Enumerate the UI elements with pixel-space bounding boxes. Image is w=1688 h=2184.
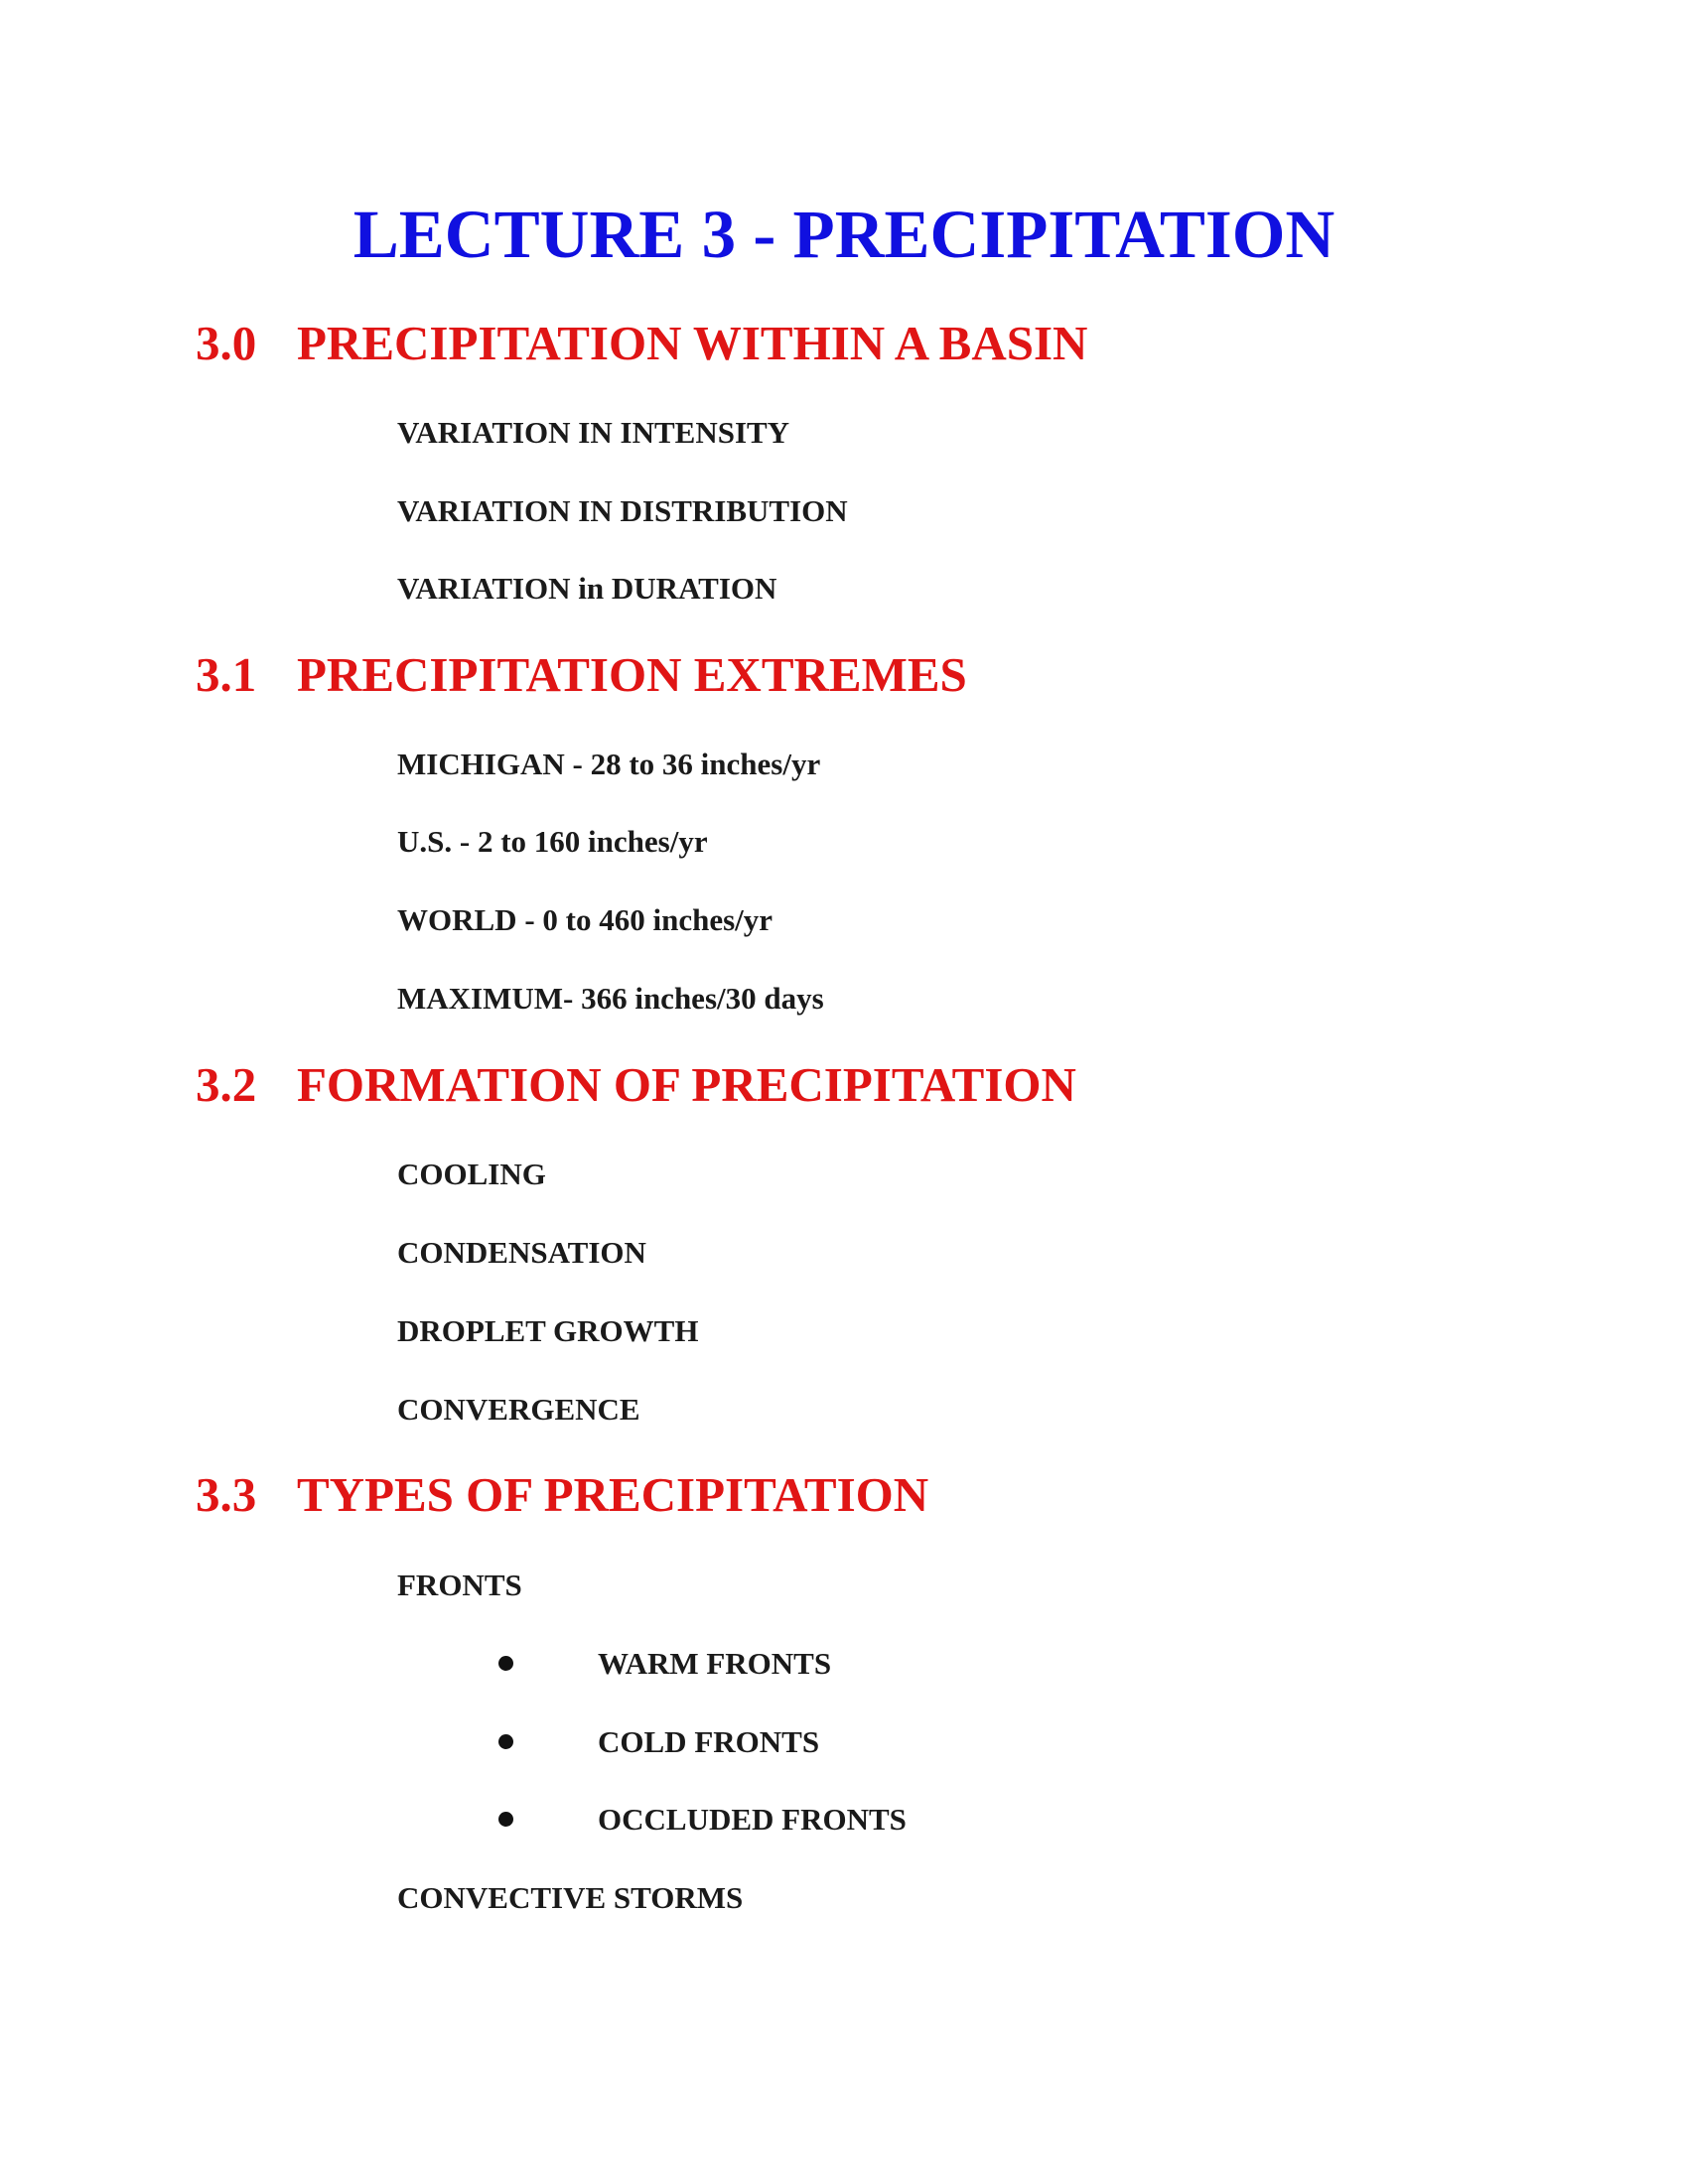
section-number: 3.2 (196, 1057, 257, 1112)
list-item: DROPLET GROWTH (397, 1313, 699, 1348)
section-heading-3-2 (196, 1057, 1076, 1113)
section-title: PRECIPITATION WITHIN A BASIN (297, 316, 1088, 370)
section-heading-3-3 (196, 1467, 928, 1523)
section-title: PRECIPITATION EXTREMES (297, 647, 967, 702)
list-item: CONDENSATION (397, 1235, 646, 1270)
section-number: 3.0 (196, 316, 257, 370)
list-item: MICHIGAN - 28 to 36 inches/yr (397, 747, 821, 781)
list-item: COOLING (397, 1157, 546, 1191)
list-item: VARIATION in DURATION (397, 571, 777, 606)
list-item: U.S. - 2 to 160 inches/yr (397, 824, 708, 859)
bullet-item-occluded-fronts (498, 1802, 907, 1838)
list-item: MAXIMUM- 366 inches/30 days (397, 981, 824, 1016)
bullet-icon (498, 1656, 513, 1671)
list-item: CONVECTIVE STORMS (397, 1880, 744, 1915)
bullet-label: OCCLUDED FRONTS (598, 1802, 907, 1837)
bullet-label: COLD FRONTS (598, 1724, 820, 1759)
list-item: VARIATION IN DISTRIBUTION (397, 493, 848, 528)
section-heading-3-0 (196, 316, 1087, 371)
bullet-icon (498, 1812, 513, 1827)
list-item: CONVERGENCE (397, 1392, 640, 1427)
list-item: VARIATION IN INTENSITY (397, 415, 790, 450)
list-item: WORLD - 0 to 460 inches/yr (397, 902, 774, 937)
bullet-label: WARM FRONTS (598, 1646, 832, 1681)
list-item: FRONTS (397, 1568, 522, 1602)
section-number: 3.1 (196, 647, 257, 702)
bullet-item-warm-fronts (498, 1646, 831, 1682)
section-title: TYPES OF PRECIPITATION (297, 1467, 929, 1522)
section-heading-3-1 (196, 647, 967, 703)
bullet-item-cold-fronts (498, 1724, 819, 1760)
section-number: 3.3 (196, 1467, 257, 1522)
bullet-icon (498, 1734, 513, 1749)
section-title: FORMATION OF PRECIPITATION (297, 1057, 1076, 1112)
page-title: LECTURE 3 - PRECIPITATION (352, 197, 1336, 272)
